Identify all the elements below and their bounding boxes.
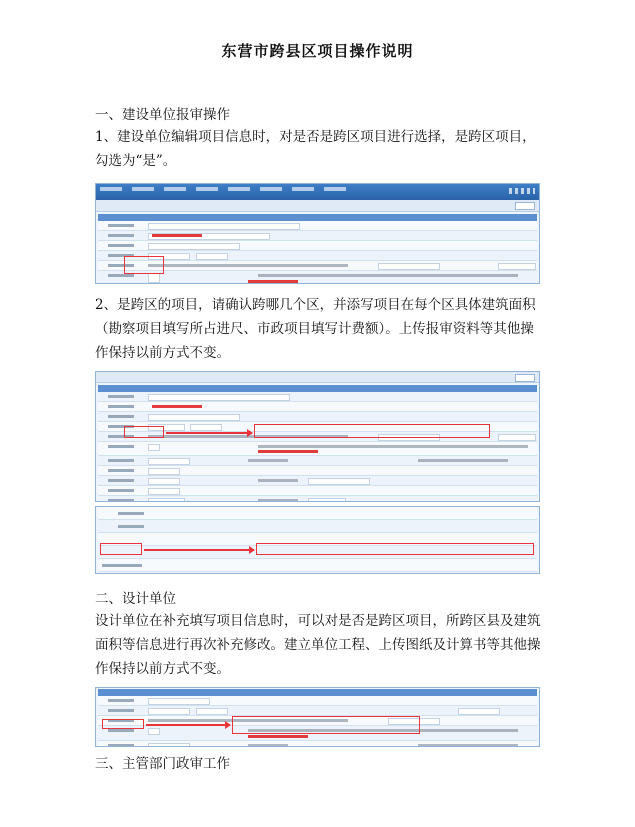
district-area-highlight — [256, 543, 534, 555]
screenshot-district-area-detail — [95, 506, 540, 574]
section-1-paragraph-2: 2、是跨区的项目，请确认跨哪几个区，并添写项目在每个区具体建筑面积（勘察项目填写所占进尺、市政项目填写计费额）。上传报审资料等其他操作保持以前方式不变。 — [95, 297, 536, 361]
section-heading-2: 二、设计单位 — [95, 591, 176, 607]
document-title: 东营市跨县区项目操作说明 — [221, 42, 414, 60]
cross-district-select-highlight — [124, 256, 164, 274]
arrow-to-districts — [166, 432, 252, 434]
section-1-paragraph-1: 1、建设单位编辑项目信息时，对是否是跨区项目进行选择，是跨区项目，勾选为“是”。 — [95, 129, 536, 169]
design-district-highlight — [232, 716, 420, 734]
section-heading-3: 三、主管部门政审工作 — [95, 756, 230, 772]
section-2-paragraph-1: 设计单位在补充填写项目信息时，可以对是否是跨区项目，所跨区县及建筑面积等信息进行再次补充修改。建立单位工程、上传图纸及计算书等其他操作保持以前方式不变。 — [95, 613, 541, 677]
screenshot-design-unit-form — [95, 687, 540, 747]
section-heading-1: 一、建设单位报审操作 — [95, 107, 230, 123]
arrow-to-district-areas — [144, 549, 254, 551]
arrow-design-districts — [146, 724, 230, 726]
district-list-highlight — [254, 424, 490, 438]
design-cross-district-highlight — [102, 719, 144, 729]
cross-district-yes-highlight — [124, 426, 164, 438]
cross-district-yes-highlight-2 — [100, 543, 142, 555]
screenshot-project-info-form — [95, 183, 540, 284]
screenshot-cross-district-selection — [95, 371, 540, 502]
